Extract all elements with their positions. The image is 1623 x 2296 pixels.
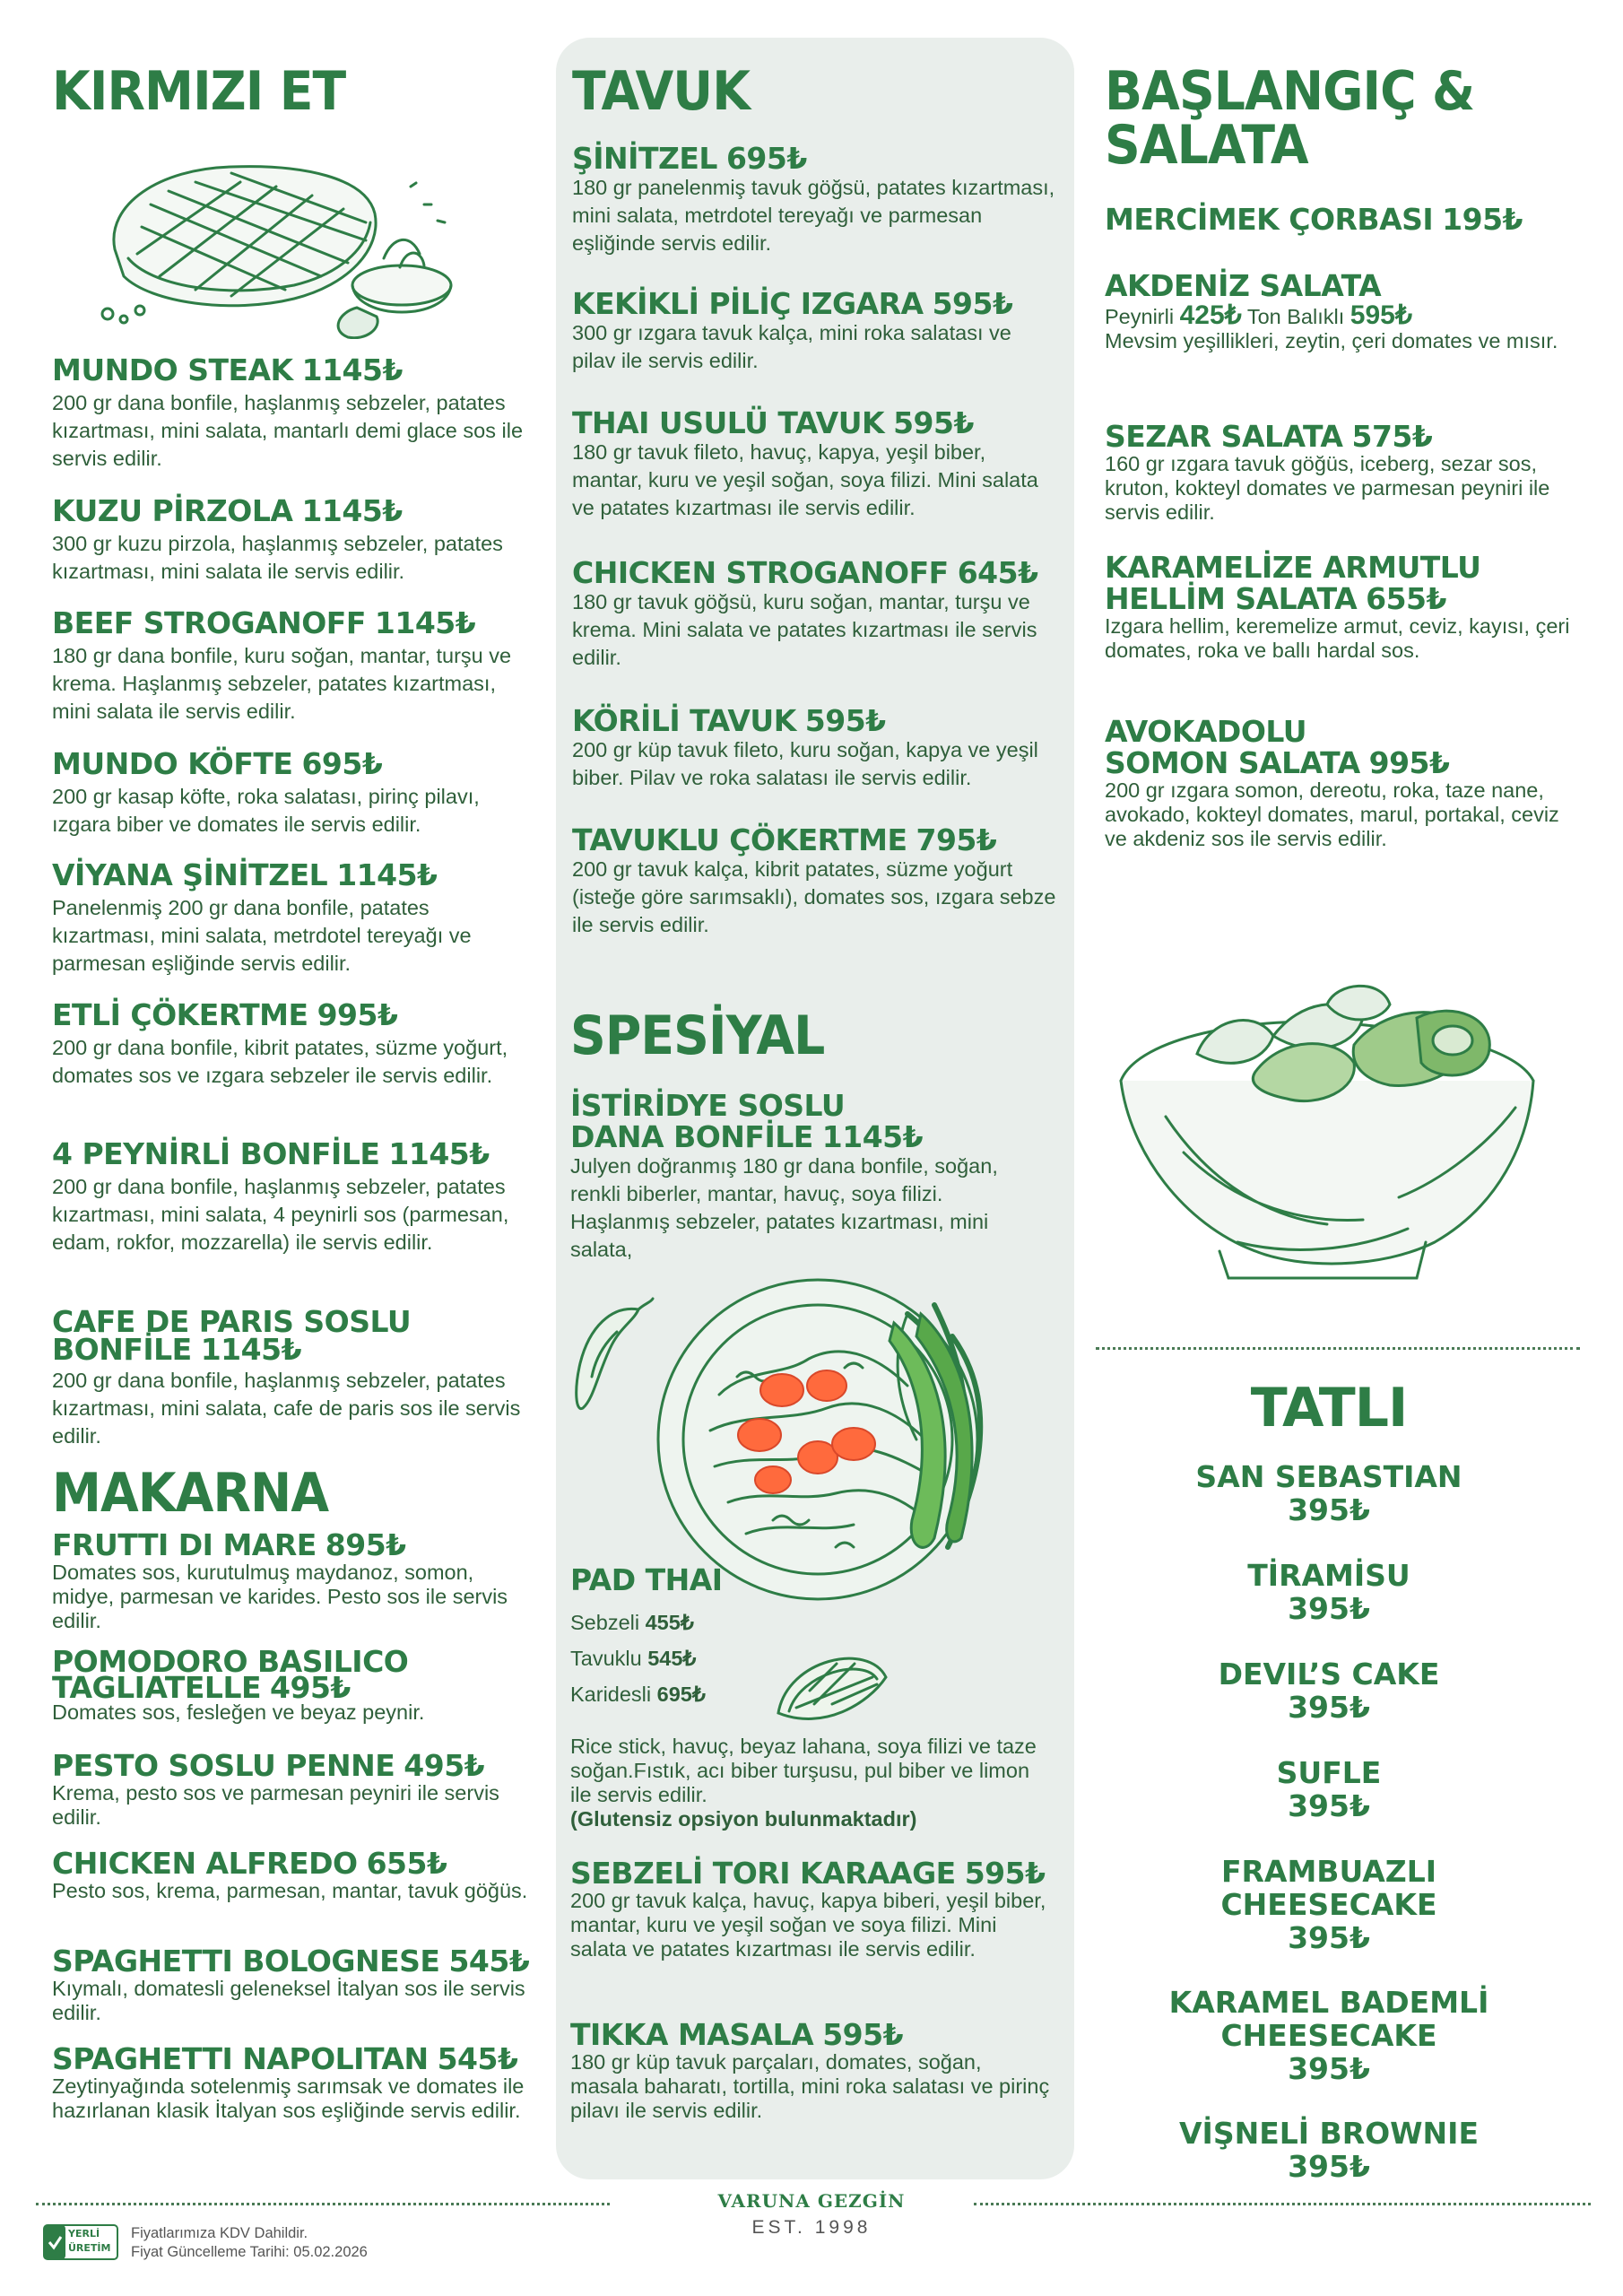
menu-item-spaghetti-napolitan <box>52 2041 536 2123</box>
item-price: 1145₺ <box>301 352 403 387</box>
item-price: 595₺ <box>804 703 886 738</box>
dessert-price: 395₺ <box>1288 1788 1370 1823</box>
dessert-price: 395₺ <box>1288 1591 1370 1626</box>
item-price: 545₺ <box>448 1944 530 1979</box>
menu-item-tavuklu-cokertme <box>572 822 1056 939</box>
option-label: Karidesli <box>570 1683 652 1706</box>
item-price: 995₺ <box>317 997 398 1032</box>
item-description: Domates sos, fesleğen ve beyaz peynir. <box>52 1700 425 1724</box>
item-name: KEKİKLİ PİLİÇ IZGARA <box>572 286 924 321</box>
item-name-line1: KARAMELİZE ARMUTLU <box>1105 550 1481 585</box>
menu-item-sezar-salata <box>1105 419 1580 525</box>
brand-est: EST. 1998 <box>751 2217 872 2238</box>
footer-brand <box>628 2190 995 2239</box>
item-name-line1: İSTİRİDYE SOSLU <box>570 1088 846 1123</box>
dessert-sufle <box>1105 1756 1553 1822</box>
item-description: Izgara hellim, keremelize armut, ceviz, kayısı, çeri domates, roka ve ballı hardal sos. <box>1105 614 1570 662</box>
menu-item-kuzu-pirzola <box>52 493 536 586</box>
item-price: 595₺ <box>893 405 974 440</box>
special-title: SPESİYAL <box>570 1004 825 1067</box>
item-price: 595₺ <box>822 2017 904 2052</box>
menu-item-istiridye-bonfile <box>570 1090 1055 1264</box>
menu-item-mercimek <box>1105 204 1580 235</box>
item-name: CHICKEN ALFREDO <box>52 1846 358 1881</box>
pad-thai-description <box>570 1731 1055 1831</box>
noodle-bowl-illustration <box>638 1251 1024 1610</box>
item-description: 200 gr tavuk kalça, havuç, kapya biberi, yeşil biber, mantar, kuru ve yeşil soğan ve soya filizi. Mini salata ve patates kızartması ile servis edilir. <box>570 1889 1046 1961</box>
dessert-name: DEVIL’S CAKE <box>1218 1657 1440 1692</box>
item-price: 1145₺ <box>336 857 438 892</box>
option-price: 455₺ <box>645 1611 694 1634</box>
menu-item-akdeniz-salata <box>1105 268 1580 353</box>
menu-item-pomodoro-basilico <box>52 1644 536 1725</box>
item-name: ŞİNİTZEL <box>572 141 717 176</box>
item-price: 575₺ <box>1351 419 1433 454</box>
item-description: 180 gr küp tavuk parçaları, domates, soğan, masala baharatı, tortilla, mini roka salatası ve pirinç pilavı ile servis edilir. <box>570 2050 1050 2122</box>
item-price: 695₺ <box>301 746 383 781</box>
dessert-devils-cake <box>1105 1657 1553 1724</box>
dessert-name: VİŞNELİ BROWNIE <box>1179 2116 1479 2151</box>
item-name: PAD THAI <box>570 1562 723 1597</box>
menu-item-avokadolu-somon <box>1105 716 1580 851</box>
dessert-name-line2: CHEESECAKE <box>1220 1887 1437 1922</box>
salad-bowl-illustration <box>1112 982 1542 1287</box>
item-description: 200 gr ızgara somon, dereotu, roka, taze nane, avokado, kokteyl domates, marul, portakal, ceviz ve akdeniz sos ile servis edilir. <box>1105 778 1559 850</box>
footer-note-line1: Fiyatlarımıza KDV Dahildir. <box>131 2225 308 2241</box>
item-description: Mevsim yeşillikleri, zeytin, çeri domates ve mısır. <box>1105 329 1558 352</box>
item-description: Zeytinyağında sotelenmiş sarımsak ve domates ile hazırlanan klasik İtalyan sos eşliğinde servis edilir. <box>52 2074 525 2122</box>
item-description: 160 gr ızgara tavuk göğüs, iceberg, sezar sos, kruton, kokteyl domates ve parmesan peyniri ile servis edilir. <box>1105 452 1550 524</box>
menu-item-korili-tavuk <box>572 703 1056 792</box>
footer-divider-right <box>974 2203 1591 2205</box>
item-name: MERCİMEK ÇORBASI <box>1105 202 1434 237</box>
item-price: 1145₺ <box>388 1136 490 1171</box>
menu-item-chicken-stroganoff <box>572 555 1056 672</box>
item-description: 200 gr dana bonfile, haşlanmış sebzeler, patates kızartması, mini salata, 4 peynirli sos (parmesan, edam, rokfor, mozzarella) ile servis edilir. <box>52 1175 509 1254</box>
option-price: 545₺ <box>647 1647 697 1670</box>
item-name: SPAGHETTI NAPOLITAN <box>52 2041 429 2076</box>
menu-item-beef-stroganoff <box>52 605 536 726</box>
item-description: 300 gr ızgara tavuk kalça, mini roka salatası ve pilav ile servis edilir. <box>572 321 1011 372</box>
badge-line1: YERLİ <box>68 2228 100 2239</box>
dessert-frambuazli-cheesecake <box>1105 1855 1553 1954</box>
item-name: SEZAR SALATA <box>1105 419 1343 454</box>
footer-note-line2: Fiyat Güncelleme Tarihi: 05.02.2026 <box>131 2244 368 2260</box>
footer-note <box>131 2224 368 2262</box>
item-description: Panelenmiş 200 gr dana bonfile, patates kızartması, mini salata, metrdotel tereyağı ve parmesan eşliğinde servis edilir. <box>52 896 472 975</box>
option-label: Peynirli <box>1105 305 1175 328</box>
item-description: 180 gr dana bonfile, kuru soğan, mantar, turşu ve krema. Haşlanmış sebzeler, patates kızartması, mini salata ile servis edilir. <box>52 644 512 723</box>
menu-item-thai-usulu-tavuk <box>572 405 1056 522</box>
item-name: SPAGHETTI BOLOGNESE <box>52 1944 440 1979</box>
divider <box>1096 1347 1580 1350</box>
item-name: CHICKEN STROGANOFF <box>572 555 949 590</box>
dessert-name: SAN SEBASTIAN <box>1195 1459 1462 1494</box>
item-description: 180 gr tavuk göğsü, kuru soğan, mantar, turşu ve krema. Mini salata ve patates kızartması ile servis edilir. <box>572 590 1037 669</box>
item-description: Rice stick, havuç, beyaz lahana, soya filizi ve taze soğan.Fıstık, acı biber turşusu, pul biber ve limon ile servis edilir. <box>570 1735 1037 1806</box>
item-description: 200 gr kasap köfte, roka salatası, pirinç pilavı, ızgara biber ve domates ile servis edilir. <box>52 785 480 836</box>
item-description: 180 gr panelenmiş tavuk göğsü, patates kızartması, mini salata, metrdotel tereyağı ve parmesan eşliğinde servis edilir. <box>572 176 1055 255</box>
item-price: 595₺ <box>932 286 1013 321</box>
item-name-line1: POMODORO BASILICO <box>52 1644 409 1679</box>
item-price: 1145₺ <box>200 1332 302 1367</box>
option-price: 425₺ <box>1179 300 1242 330</box>
item-name-line2: HELLİM SALATA <box>1105 581 1358 616</box>
item-description: Julyen doğranmış 180 gr dana bonfile, soğan, renkli biberler, mantar, havuç, soya filizi. Haşlanmış sebzeler, patates kızartması, mini salata, <box>570 1154 998 1261</box>
item-price: 995₺ <box>1368 745 1450 780</box>
option-price: 695₺ <box>656 1683 706 1706</box>
dessert-price: 395₺ <box>1288 2051 1370 2086</box>
red-meat-title: KIRMIZI ET <box>52 60 346 123</box>
item-name-line1: CAFE DE PARIS SOSLU <box>52 1304 412 1339</box>
item-name: ETLİ ÇÖKERTME <box>52 997 308 1032</box>
badge-line2: ÜRETİM <box>68 2242 111 2254</box>
dessert-price: 395₺ <box>1288 2149 1370 2184</box>
starters-title-line2: SALATA <box>1105 114 1308 177</box>
item-name: VİYANA ŞİNİTZEL <box>52 857 328 892</box>
pasta-title: MAKARNA <box>52 1462 329 1525</box>
option-sebzeli <box>570 1605 1055 1640</box>
dessert-san-sebastian <box>1105 1460 1553 1526</box>
menu-item-etli-cokertme <box>52 997 536 1090</box>
option-label: Tavuklu <box>570 1647 642 1670</box>
dessert-price: 395₺ <box>1288 1690 1370 1725</box>
item-price: 1145₺ <box>301 493 403 528</box>
item-description: 200 gr tavuk kalça, kibrit patates, süzme yoğurt (isteğe göre sarımsaklı), domates sos, ızgara sebze ile servis edilir. <box>572 857 1056 936</box>
item-name-line2: SOMON SALATA <box>1105 745 1360 780</box>
item-price: 695₺ <box>725 141 807 176</box>
menu-item-spaghetti-bolognese <box>52 1946 536 2025</box>
item-price: 795₺ <box>916 822 997 857</box>
item-price: 495₺ <box>404 1748 485 1783</box>
item-options <box>1105 300 1580 330</box>
menu-item-kekikli-pilic <box>572 286 1056 375</box>
item-name: TAVUKLU ÇÖKERTME <box>572 822 907 857</box>
item-description: 200 gr küp tavuk fileto, kuru soğan, kapya ve yeşil biber. Pilav ve roka salatası ile servis edilir. <box>572 738 1038 789</box>
item-name-line1: AVOKADOLU <box>1105 714 1307 749</box>
dessert-karamel-bademli-cheesecake <box>1105 1986 1553 2085</box>
option-price: 595₺ <box>1350 300 1412 330</box>
item-name: BEEF STROGANOFF <box>52 605 366 640</box>
menu-item-sinitzel <box>572 141 1056 257</box>
item-price: 545₺ <box>437 2041 518 2076</box>
item-description: Kıymalı, domatesli geleneksel İtalyan sos ile servis edilir. <box>52 1977 525 2024</box>
menu-item-4-peynirli-bonfile <box>52 1136 536 1257</box>
item-description: 180 gr tavuk fileto, havuç, kapya, yeşil biber, mantar, kuru ve yeşil soğan, soya filizi. Mini salata ve patates kızartması ile servis edilir. <box>572 440 1038 519</box>
dessert-name-line1: FRAMBUAZLI <box>1220 1854 1437 1889</box>
item-name-line2: DANA BONFİLE <box>570 1119 813 1154</box>
item-description: 200 gr dana bonfile, haşlanmış sebzeler, patates kızartması, mini salata, cafe de paris sos ile servis edilir. <box>52 1369 521 1448</box>
chicken-title: TAVUK <box>572 60 751 123</box>
dessert-name: SUFLE <box>1276 1755 1382 1790</box>
menu-item-pesto-soslu-penne <box>52 1748 536 1830</box>
starters-title-line1: BAŞLANGIÇ & <box>1105 60 1475 123</box>
item-name-line2: BONFİLE <box>52 1332 192 1367</box>
item-name: PESTO SOSLU PENNE <box>52 1748 395 1783</box>
menu-item-chicken-alfredo <box>52 1848 536 1903</box>
item-note: (Glutensiz opsiyon bulunmaktadır) <box>570 1807 917 1831</box>
steak-illustration <box>97 151 456 339</box>
footer-divider-left <box>36 2203 610 2205</box>
menu-item-tori-karaage <box>570 1858 1055 1961</box>
item-price: 655₺ <box>1366 581 1446 616</box>
dessert-price: 395₺ <box>1288 1920 1370 1955</box>
item-name-line2: TAGLIATELLE <box>52 1670 262 1705</box>
item-name: MUNDO STEAK <box>52 352 293 387</box>
menu-item-tikka-masala <box>570 2017 1055 2123</box>
item-name: MUNDO KÖFTE <box>52 746 293 781</box>
item-description: 300 gr kuzu pirzola, haşlanmış sebzeler, patates kızartması, mini salata ile servis edilir. <box>52 532 503 583</box>
item-price: 495₺ <box>270 1670 351 1705</box>
item-price: 895₺ <box>325 1527 406 1562</box>
item-description: Krema, pesto sos ve parmesan peyniri ile servis edilir. <box>52 1781 499 1829</box>
starters-title <box>1105 60 1475 177</box>
item-name: THAI USULÜ TAVUK <box>572 405 885 440</box>
dessert-name-line1: KARAMEL BADEMLİ <box>1168 1985 1489 2020</box>
item-name: SEBZELİ TORI KARAAGE <box>570 1856 956 1891</box>
item-price: 1145₺ <box>374 605 476 640</box>
dessert-price: 395₺ <box>1288 1492 1370 1527</box>
item-description: 200 gr dana bonfile, kibrit patates, süzme yoğurt, domates sos ve ızgara sebzeler ile servis edilir. <box>52 1036 508 1087</box>
item-price: 645₺ <box>957 555 1038 590</box>
menu-item-mundo-steak <box>52 352 536 473</box>
item-description: 200 gr dana bonfile, haşlanmış sebzeler, patates kızartması, mini salata, mantarlı demi glace sos ile servis edilir. <box>52 391 524 470</box>
brand-name: VARUNA GEZGİN <box>717 2190 906 2212</box>
menu-item-viyana-sinitzel <box>52 857 536 978</box>
item-description: Domates sos, kurutulmuş maydanoz, somon, midye, parmesan ve karides. Pesto sos ile servis edilir. <box>52 1561 508 1632</box>
menu-item-karamelize-hellim <box>1105 552 1580 663</box>
dessert-name: TİRAMİSU <box>1247 1558 1410 1593</box>
item-name: AKDENİZ SALATA <box>1105 268 1382 303</box>
item-price: 1145₺ <box>821 1119 924 1154</box>
dessert-tiramisu <box>1105 1559 1553 1625</box>
option-label: Sebzeli <box>570 1611 640 1634</box>
option-label: Ton Balıklı <box>1246 305 1345 328</box>
desserts-title: TATLI <box>1250 1377 1408 1439</box>
dessert-visneli-brownie <box>1105 2117 1553 2183</box>
item-price: 195₺ <box>1442 202 1523 237</box>
menu-item-mundo-kofte <box>52 746 536 839</box>
item-description: Pesto sos, krema, parmesan, mantar, tavuk göğüs. <box>52 1879 528 1902</box>
item-price: 655₺ <box>366 1846 447 1881</box>
item-price: 595₺ <box>964 1856 1046 1891</box>
item-name: KUZU PİRZOLA <box>52 493 293 528</box>
item-name: TIKKA MASALA <box>570 2017 814 2052</box>
dessert-name-line2: CHEESECAKE <box>1220 2018 1437 2053</box>
menu-item-frutti-di-mare <box>52 1527 536 1633</box>
item-name: FRUTTI DI MARE <box>52 1527 317 1562</box>
item-name: 4 PEYNİRLİ BONFİLE <box>52 1136 380 1171</box>
menu-item-cafe-de-paris <box>52 1304 536 1450</box>
item-name: KÖRİLİ TAVUK <box>572 703 796 738</box>
local-production-badge <box>43 2224 118 2260</box>
